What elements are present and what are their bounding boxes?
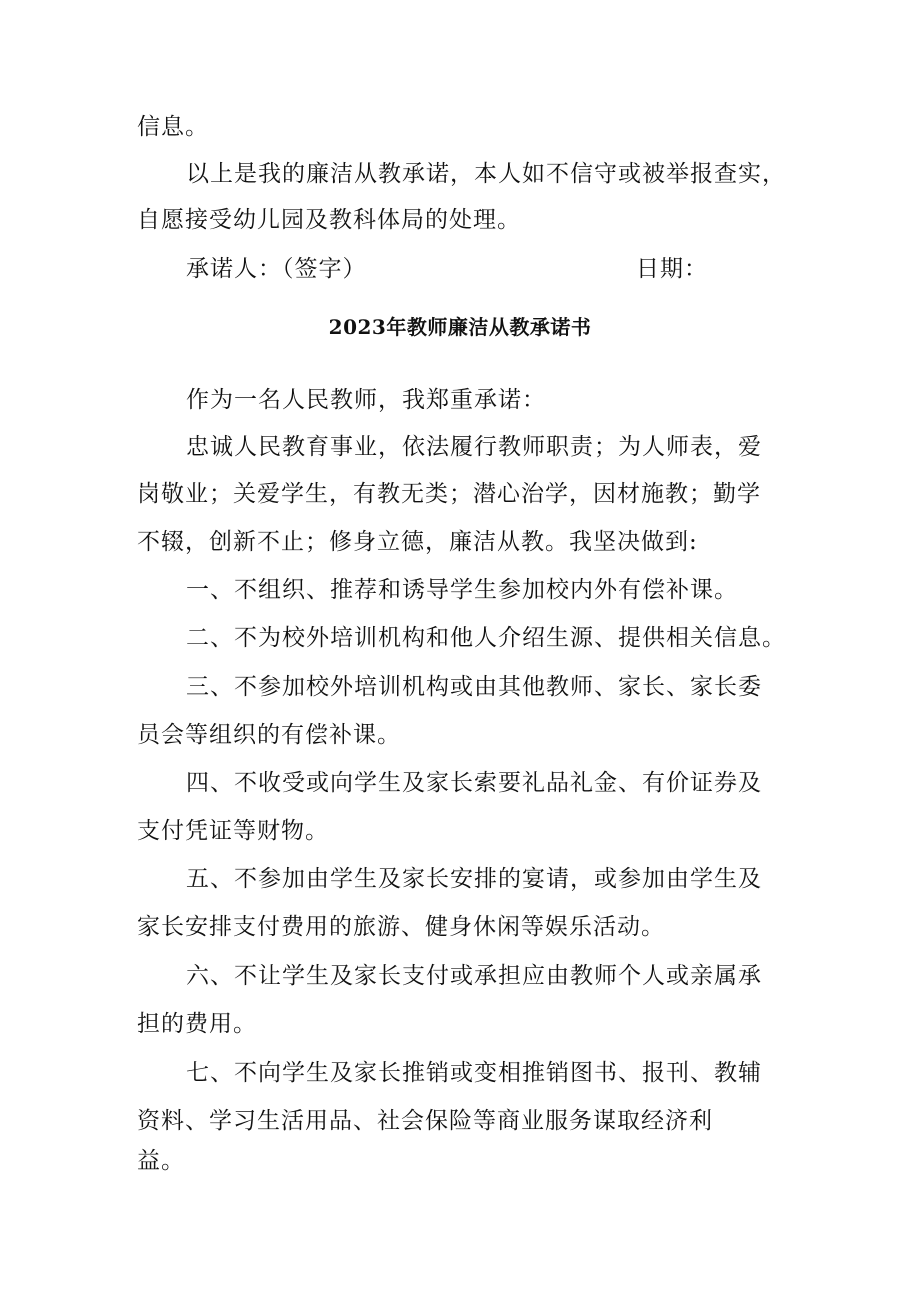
body-line-10: 支付凭证等财物。 [137, 818, 329, 844]
date-label: 日期： [636, 256, 708, 282]
prev-line-3: 自愿接受幼儿园及教科体局的处理。 [137, 207, 521, 233]
body-line-15: 七、不向学生及家长推销或变相推销图书、报刊、教辅 [186, 1060, 762, 1086]
body-line-13: 六、不让学生及家长支付或承担应由教师个人或亲属承 [186, 963, 762, 989]
body-line-17: 益。 [137, 1148, 185, 1174]
body-line-1: 作为一名人民教师，我郑重承诺： [186, 387, 546, 413]
body-line-8: 员会等组织的有偿补课。 [137, 722, 401, 748]
body-line-14: 担的费用。 [137, 1011, 257, 1037]
body-line-3: 岗敬业；关爱学生，有教无类；潜心治学，因材施教；勤学 [137, 481, 761, 507]
body-line-16: 资料、学习生活用品、社会保险等商业服务谋取经济利 [137, 1108, 713, 1134]
document-title: 2023年教师廉洁从教承诺书 [328, 315, 592, 339]
body-line-2: 忠诚人民教育事业，依法履行教师职责；为人师表，爱 [186, 434, 762, 460]
prev-line-1: 信息。 [137, 114, 209, 140]
body-line-4: 不辍，创新不止；修身立德，廉洁从教。我坚决做到: [137, 529, 698, 555]
body-line-7: 三、不参加校外培训机构或由其他教师、家长、家长委 [186, 674, 762, 700]
body-line-6: 二、不为校外培训机构和他人介绍生源、提供相关信息。 [186, 625, 786, 651]
body-line-9: 四、不收受或向学生及家长索要礼品礼金、有价证券及 [186, 770, 762, 796]
signer-label: 承诺人：（签字） [186, 256, 367, 282]
body-line-5: 一、不组织、推荐和诱导学生参加校内外有偿补课。 [186, 577, 738, 603]
body-line-12: 家长安排支付费用的旅游、健身休闲等娱乐活动。 [137, 914, 665, 940]
prev-line-2: 以上是我的廉洁从教承诺，本人如不信守或被举报查实， [186, 161, 786, 187]
body-line-11: 五、不参加由学生及家长安排的宴请，或参加由学生及 [186, 866, 762, 892]
